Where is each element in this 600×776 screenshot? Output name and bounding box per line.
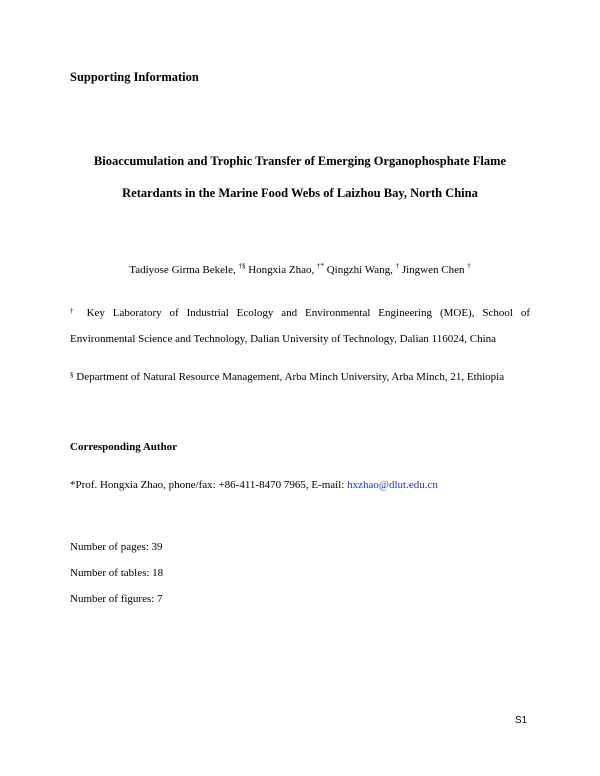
affiliation-mark: † xyxy=(70,307,79,315)
figure-count: Number of figures: 7 xyxy=(70,593,163,605)
author-affiliation-mark: † xyxy=(467,262,471,270)
contact-text: *Prof. Hongxia Zhao, phone/fax: +86-411-8470 7965, E-mail: xyxy=(70,479,345,491)
author-name: Tadiyose Girma Bekele, xyxy=(129,264,236,276)
affiliation-1-line-2: Environmental Science and Technology, Dalian University of Technology, Dalian 116024, China xyxy=(70,333,497,345)
affiliation-2 xyxy=(70,369,530,385)
affiliation-1-line-1 xyxy=(70,305,530,321)
affiliation-text: Key Laboratory of Industrial Ecology and Environmental Engineering (MOE), School of xyxy=(86,307,530,319)
corresponding-author-heading: Corresponding Author xyxy=(70,441,178,453)
affiliation-text: Department of Natural Resource Management, Arba Minch University, Arba Minch, 21, Ethiopia xyxy=(76,371,505,383)
section-heading: Supporting Information xyxy=(70,70,199,84)
page-number: S1 xyxy=(515,715,528,726)
corresponding-author-contact xyxy=(70,479,438,491)
author-affiliation-mark: †§ xyxy=(238,262,246,270)
email-link[interactable]: hxzhao@dlut.edu.cn xyxy=(347,479,438,491)
page-count: Number of pages: 39 xyxy=(70,541,163,553)
table-count: Number of tables: 18 xyxy=(70,567,164,579)
affiliation-mark: § xyxy=(70,371,74,379)
author-affiliation-mark: † xyxy=(395,262,400,270)
paper-title-line-2: Retardants in the Marine Food Webs of Laizhou Bay, North China xyxy=(122,186,478,200)
paper-title-line-1: Bioaccumulation and Trophic Transfer of Emerging Organophosphate Flame xyxy=(93,154,507,168)
author-name: Hongxia Zhao, xyxy=(248,264,315,276)
author-affiliation-mark: †* xyxy=(316,262,324,270)
author-list xyxy=(0,264,600,276)
author-name: Qingzhi Wang, xyxy=(326,264,393,276)
author-name: Jingwen Chen xyxy=(401,264,465,276)
